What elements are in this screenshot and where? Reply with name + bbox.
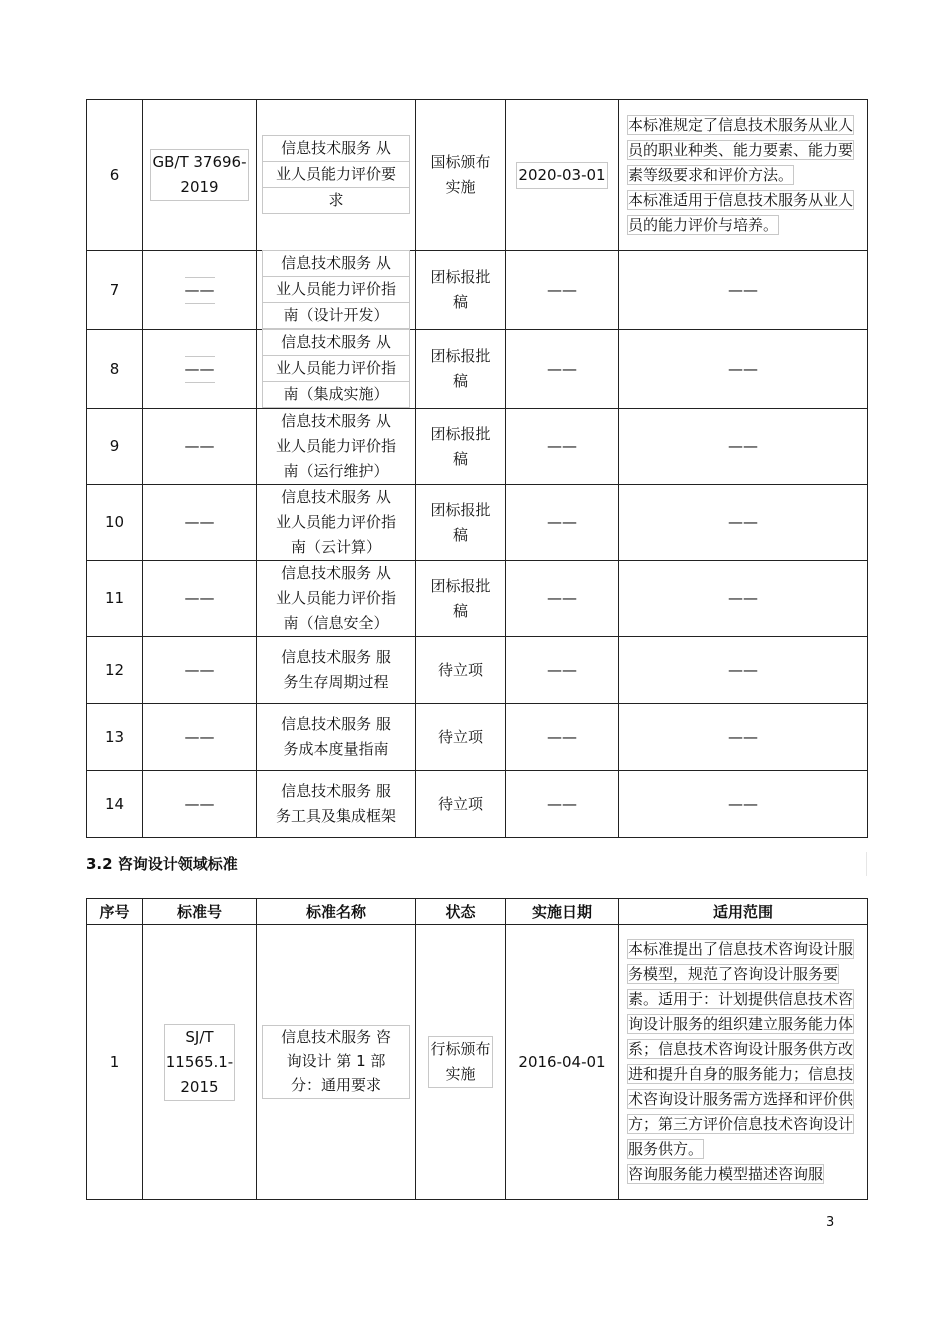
name-line: 务工具及集成框架 — [275, 807, 396, 825]
status-line: 稿 — [452, 449, 468, 468]
row-number: 12 — [87, 637, 143, 704]
name-line: 务成本度量指南 — [283, 740, 389, 758]
status-line: 团标报批 — [430, 500, 491, 519]
status — [416, 251, 506, 330]
name-line: 信息技术服务 从 — [281, 412, 391, 430]
scope — [619, 100, 868, 251]
name-line: 信息技术服务 从 — [262, 329, 410, 356]
code-line: SJ/T — [185, 1027, 214, 1046]
name-line: 信息技术服务 咨 — [281, 1028, 391, 1046]
row-number: 1 — [87, 925, 143, 1200]
status-line: 实施 — [445, 178, 476, 196]
name-line: 南（云计算） — [290, 538, 381, 556]
table-row — [87, 409, 868, 485]
status: 待立项 — [416, 704, 506, 771]
code-line: 2019 — [180, 178, 219, 196]
standard-name — [257, 925, 416, 1200]
table-row — [87, 925, 868, 1200]
name-line: 南（设计开发） — [262, 302, 410, 329]
effective-date: —— — [506, 561, 619, 637]
effective-date: —— — [506, 637, 619, 704]
standard-code — [143, 251, 257, 330]
table-row — [87, 330, 868, 409]
standard-code: —— — [143, 561, 257, 637]
scope: —— — [619, 409, 868, 485]
dash-text: —— — [185, 356, 215, 383]
name-line: 业人员能力评价指 — [262, 276, 410, 303]
header-name: 标准名称 — [257, 899, 416, 925]
status-line: 行标颁布 — [430, 1040, 491, 1058]
code-line: 2015 — [180, 1077, 219, 1096]
status-line: 稿 — [452, 601, 468, 620]
table-row — [87, 561, 868, 637]
row-number: 13 — [87, 704, 143, 771]
standard-name — [257, 561, 416, 637]
standard-name — [257, 409, 416, 485]
scope: —— — [619, 485, 868, 561]
scope — [619, 925, 868, 1200]
section-title: 3.2 咨询设计领域标准 — [86, 852, 867, 876]
name-line: 业人员能力评价指 — [275, 589, 396, 607]
table-row — [87, 485, 868, 561]
table-row — [87, 637, 868, 704]
scope-paragraph: 咨询服务能力模型描述咨询服 — [628, 1165, 824, 1183]
name-line: 信息技术服务 从 — [281, 564, 391, 582]
status-line: 稿 — [452, 293, 468, 311]
scope-paragraph: 本标准规定了信息技术服务从业人员的职业种类、能力要素、能力要素等级要求和评价方法。 — [628, 115, 854, 184]
scope: —— — [619, 771, 868, 838]
status-line: 稿 — [452, 525, 468, 544]
status-line: 团标报批 — [430, 347, 491, 365]
status — [416, 925, 506, 1200]
status-line: 稿 — [452, 372, 468, 390]
standard-code: —— — [143, 485, 257, 561]
date-text: 2020-03-01 — [516, 162, 607, 189]
effective-date: —— — [506, 485, 619, 561]
effective-date: 2016-04-01 — [506, 925, 619, 1200]
status-line: 国标颁布 — [430, 153, 491, 171]
dash-text: —— — [185, 277, 215, 304]
name-line: 信息技术服务 从 — [262, 135, 410, 162]
row-number: 8 — [87, 330, 143, 409]
status: 待立项 — [416, 771, 506, 838]
standard-code — [143, 925, 257, 1200]
name-line: 分：通用要求 — [290, 1076, 381, 1094]
effective-date: —— — [506, 330, 619, 409]
header-code: 标准号 — [143, 899, 257, 925]
scope: —— — [619, 561, 868, 637]
row-number: 14 — [87, 771, 143, 838]
table-row — [87, 251, 868, 330]
name-line: 询设计 第 1 部 — [286, 1052, 386, 1070]
table-row — [87, 771, 868, 838]
name-line: 南（集成实施） — [262, 381, 410, 408]
standard-code: —— — [143, 704, 257, 771]
name-line: 南（运行维护） — [283, 462, 389, 480]
name-line: 信息技术服务 服 — [281, 648, 391, 666]
status — [416, 561, 506, 637]
code-line: GB/T 37696- — [152, 153, 247, 171]
row-number: 11 — [87, 561, 143, 637]
name-line: 业人员能力评价指 — [275, 513, 396, 531]
header-status: 状态 — [416, 899, 506, 925]
status — [416, 100, 506, 251]
standard-code — [143, 100, 257, 251]
standard-code: —— — [143, 637, 257, 704]
standard-code — [143, 330, 257, 409]
status — [416, 485, 506, 561]
standard-name — [257, 704, 416, 771]
name-line: 信息技术服务 从 — [281, 488, 391, 506]
standard-code: —— — [143, 409, 257, 485]
effective-date: —— — [506, 251, 619, 330]
scope-paragraph: 本标准适用于信息技术服务从业人员的能力评价与培养。 — [628, 190, 854, 234]
scope: —— — [619, 704, 868, 771]
status-line: 团标报批 — [430, 576, 491, 595]
row-number: 10 — [87, 485, 143, 561]
standard-name — [257, 771, 416, 838]
effective-date: —— — [506, 771, 619, 838]
status — [416, 330, 506, 409]
standard-name — [257, 251, 416, 330]
scope-paragraph: 本标准提出了信息技术咨询设计服务模型，规范了咨询设计服务要素。适用于：计划提供信息技术咨询设计服务的组织建立服务能力体系；信息技术咨询设计服务供方改进和提升自身的服务能力；信息技术咨询设计服务需方选择和评价供方；第三方评价信息技术咨询设计服务供方。 — [628, 940, 854, 1158]
name-line: 业人员能力评价要 — [262, 161, 410, 188]
status-line: 实施 — [445, 1065, 476, 1083]
table-row — [87, 100, 868, 251]
name-line: 信息技术服务 从 — [262, 250, 410, 277]
table-header-row — [87, 899, 868, 925]
status — [416, 409, 506, 485]
standards-table-continued — [86, 99, 868, 838]
effective-date: —— — [506, 704, 619, 771]
header-scope: 适用范围 — [619, 899, 868, 925]
consulting-design-standards-table — [86, 898, 868, 1200]
header-no: 序号 — [87, 899, 143, 925]
name-line: 南（信息安全） — [283, 614, 389, 632]
name-line: 业人员能力评价指 — [262, 355, 410, 382]
name-line: 务生存周期过程 — [283, 673, 389, 691]
code-line: 11565.1- — [165, 1052, 234, 1071]
header-date: 实施日期 — [506, 899, 619, 925]
standard-code: —— — [143, 771, 257, 838]
status-line: 团标报批 — [430, 268, 491, 286]
status: 待立项 — [416, 637, 506, 704]
page-number: 3 — [826, 1215, 835, 1230]
name-line: 信息技术服务 服 — [281, 715, 391, 733]
scope: —— — [619, 637, 868, 704]
scope: —— — [619, 251, 868, 330]
table-row — [87, 704, 868, 771]
name-line: 业人员能力评价指 — [275, 437, 396, 455]
row-number: 9 — [87, 409, 143, 485]
effective-date: —— — [506, 409, 619, 485]
name-line: 求 — [262, 187, 410, 214]
standard-name — [257, 100, 416, 251]
effective-date — [506, 100, 619, 251]
row-number: 6 — [87, 100, 143, 251]
row-number: 7 — [87, 251, 143, 330]
standard-name — [257, 637, 416, 704]
standard-name — [257, 330, 416, 409]
name-line: 信息技术服务 服 — [281, 782, 391, 800]
status-line: 团标报批 — [430, 424, 491, 443]
standard-name — [257, 485, 416, 561]
scope: —— — [619, 330, 868, 409]
